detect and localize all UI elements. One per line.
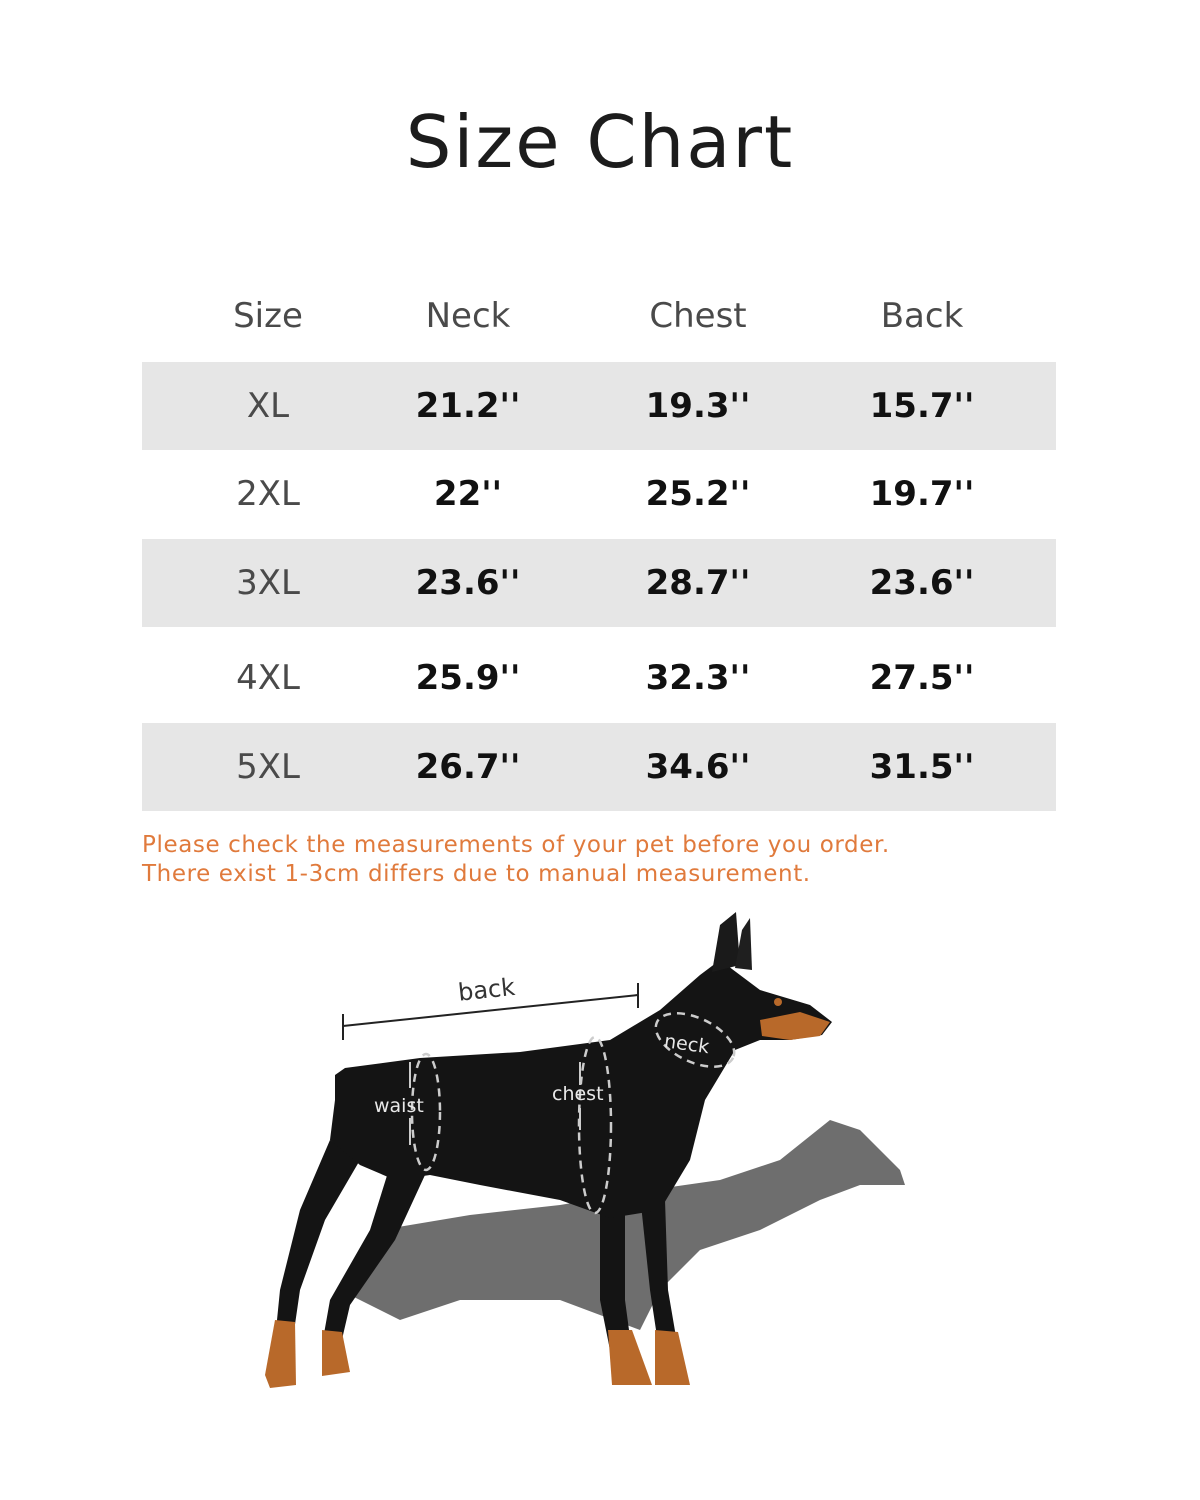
dog-ear (712, 912, 740, 972)
back-cell: 27.5'' (869, 658, 975, 698)
table-header (142, 272, 1056, 360)
back-cell: 23.6'' (869, 563, 975, 603)
dog-measurement-diagram (260, 900, 940, 1400)
chest-cell: 28.7'' (645, 563, 751, 603)
header-back: Back (880, 296, 964, 336)
waist-label: waist (374, 1095, 424, 1117)
neck-label: neck (662, 1030, 711, 1059)
note-line-1: Please check the measurements of your pet before you order. (142, 832, 890, 858)
chest-cell: 32.3'' (645, 658, 751, 698)
neck-cell: 22'' (433, 474, 503, 514)
chest-label: chest (552, 1083, 604, 1105)
neck-cell: 21.2'' (415, 386, 521, 426)
size-cell: 3XL (236, 563, 300, 603)
dog-eye (774, 998, 782, 1006)
page-title: Size Chart (405, 100, 795, 184)
back-cell: 19.7'' (869, 474, 975, 514)
size-cell: 2XL (236, 474, 300, 514)
neck-cell: 23.6'' (415, 563, 521, 603)
header-neck: Neck (425, 296, 511, 336)
neck-cell: 25.9'' (415, 658, 521, 698)
back-cell: 15.7'' (869, 386, 975, 426)
size-cell: 4XL (236, 658, 300, 698)
table-row (142, 539, 1056, 627)
back-label: back (456, 972, 517, 1007)
table-row (142, 362, 1056, 450)
table-row (142, 634, 1056, 722)
chest-cell: 19.3'' (645, 386, 751, 426)
chest-cell: 34.6'' (645, 747, 751, 787)
note-line-2: There exist 1-3cm differs due to manual measurement. (142, 861, 811, 887)
header-chest: Chest (649, 296, 747, 336)
table-row (142, 723, 1056, 811)
neck-cell: 26.7'' (415, 747, 521, 787)
chest-cell: 25.2'' (645, 474, 751, 514)
size-cell: 5XL (236, 747, 300, 787)
header-size: Size (233, 296, 303, 336)
table-row (142, 450, 1056, 538)
back-cell: 31.5'' (869, 747, 975, 787)
size-cell: XL (246, 386, 290, 426)
